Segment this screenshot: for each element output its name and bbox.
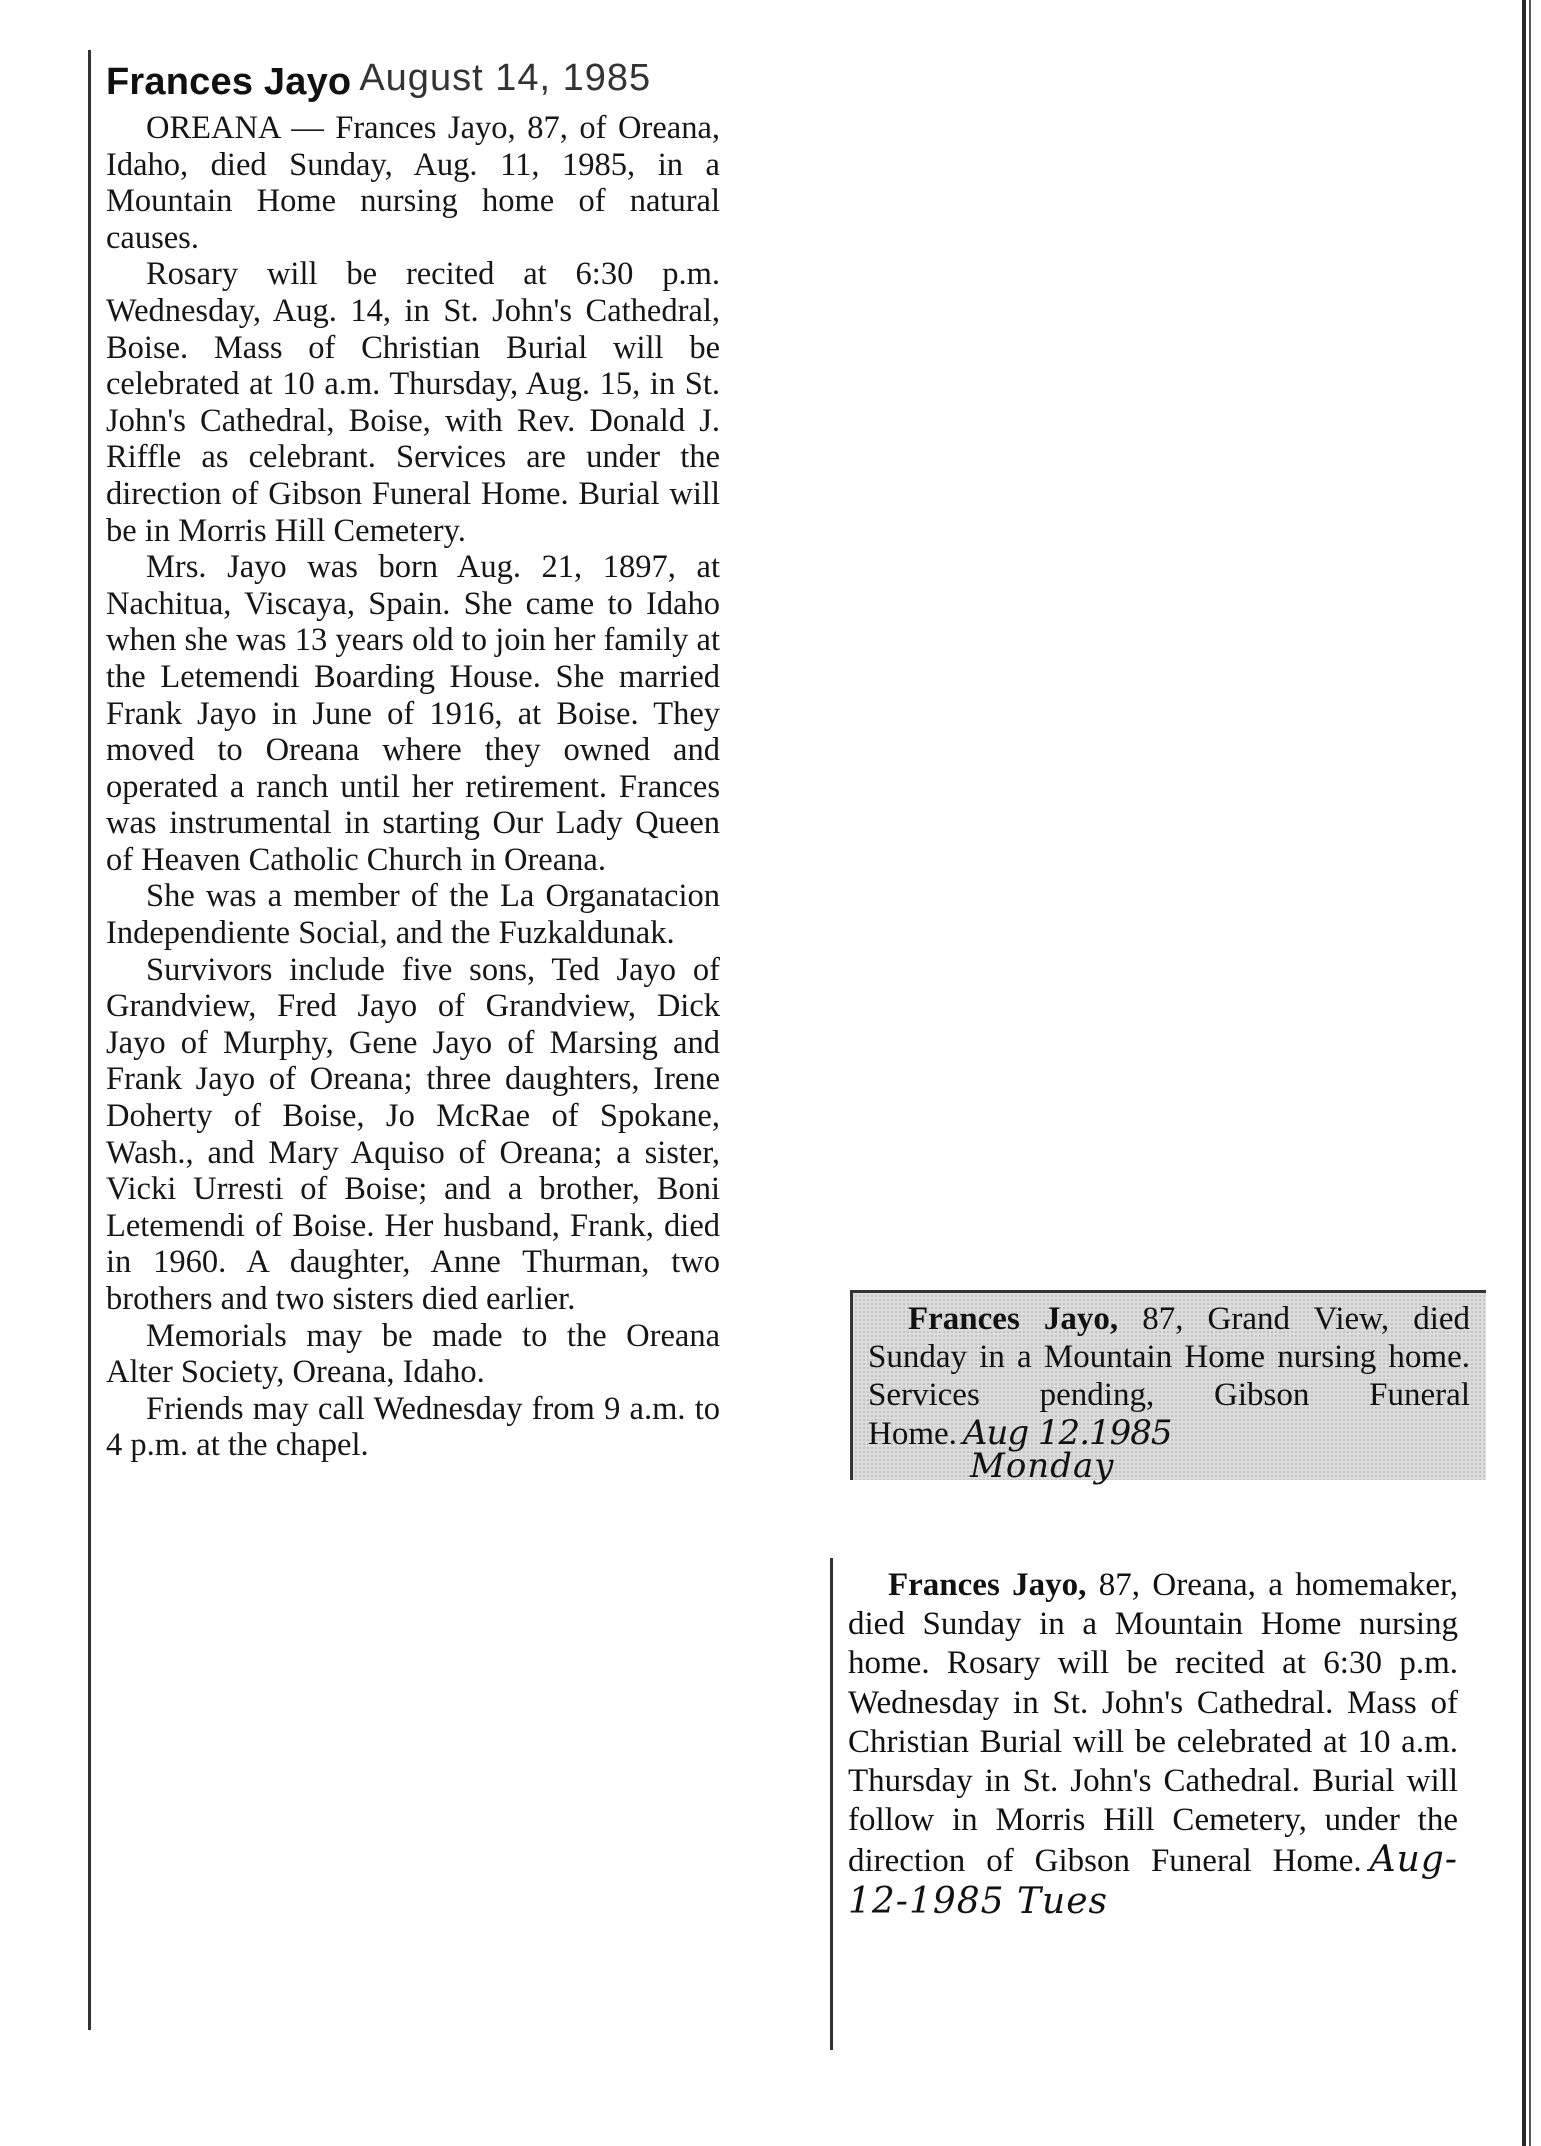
obituary-headline [88, 42, 728, 104]
death-notice-text [848, 1566, 1458, 1923]
obituary-body [88, 110, 728, 1464]
notice-name: Frances Jayo, [888, 1567, 1087, 1603]
death-notice-clipping-2 [830, 1558, 1470, 2050]
obituary-paragraph: Friends may call Wednesday from 9 a.m. to 4 p.m. at the chapel. [106, 1390, 720, 1464]
clipping-left-border [850, 1290, 853, 1480]
handwritten-day: Monday [970, 1446, 1115, 1486]
page-edge-line [1522, 0, 1526, 2146]
page-edge-line-inner [1529, 0, 1531, 2146]
handwritten-date: Aug 12.1985 [962, 1413, 1172, 1453]
obituary-paragraph: Mrs. Jayo was born Aug. 21, 1897, at Nachitua, Viscaya, Spain. She came to Idaho when she was 13 years old to join her family at the Letemendi Boarding House. She married Frank Jayo in June of 1916, at Boise. They moved to Oreana where they owned and operated a ranch until her retirement. Frances was instrumental in starting Our Lady Queen of Heaven Catholic Church in Oreana. [106, 549, 720, 878]
obituary-paragraph: Survivors include five sons, Ted Jayo of Grandview, Fred Jayo of Grandview, Dick Jayo of Murphy, Gene Jayo of Marsing and Frank Jayo of Oreana; three daughters, Irene Doherty of Boise, Jo McRae of Spokane, Wash., and Mary Aquiso of Oreana; a sister, Vicki Urresti of Boise; and a brother, Boni Letemendi of Boise. Her husband, Frank, died in 1960. A daughter, Anne Thurman, two brothers and two sisters died earlier. [106, 951, 720, 1317]
obituary-paragraph: OREANA — Frances Jayo, 87, of Oreana, Idaho, died Sunday, Aug. 11, 1985, in a Mountain Home nursing home of natural causes. [106, 110, 720, 256]
obituary-paragraph: Memorials may be made to the Oreana Alter Society, Oreana, Idaho. [106, 1317, 720, 1391]
main-obituary-clipping [88, 42, 728, 1464]
handwritten-date: Aug-12-1985 Tues [848, 1839, 1458, 1922]
obituary-date-annotation: August 14, 1985 [359, 57, 652, 99]
death-notice-text [868, 1300, 1470, 1453]
clipping-top-border [850, 1290, 1486, 1293]
obituary-paragraph: She was a member of the La Organatacion Independiente Social, and the Fuzkaldunak. [106, 878, 720, 952]
notice-body: 87, Grand View, died Sunday in a Mountain Home nursing home. Services pending, Gibson Funeral Home. [868, 1301, 1471, 1452]
notice-body: 87, Oreana, a homemaker, died Sunday in a Mountain Home nursing home. Rosary will be recited at 6:30 p.m. Wednesday in St. John's Cathedral. Mass of Christian Burial will be celebrated at 10 a.m. Thursday in St. John's Cathedral. Burial will follow in Morris Hill Cemetery, under the direction of Gibson Funeral Home. [848, 1567, 1459, 1880]
clipping-left-border [88, 50, 91, 2030]
obituary-name: Frances Jayo [106, 61, 352, 103]
clipping-left-border [830, 1558, 833, 2050]
notice-name: Frances Jayo, [908, 1301, 1119, 1337]
obituary-paragraph: Rosary will be recited at 6:30 p.m. Wednesday, Aug. 14, in St. John's Cathedral, Boise. Mass of Christian Burial will be celebrated at 10 a.m. Thursday, Aug. 15, in St. John's Cathedral, Boise, with Rev. Donald J. Riffle as celebrant. Services are under the direction of Gibson Funeral Home. Burial will be in Morris Hill Cemetery. [106, 256, 720, 549]
death-notice-clipping-1 [850, 1290, 1486, 1486]
